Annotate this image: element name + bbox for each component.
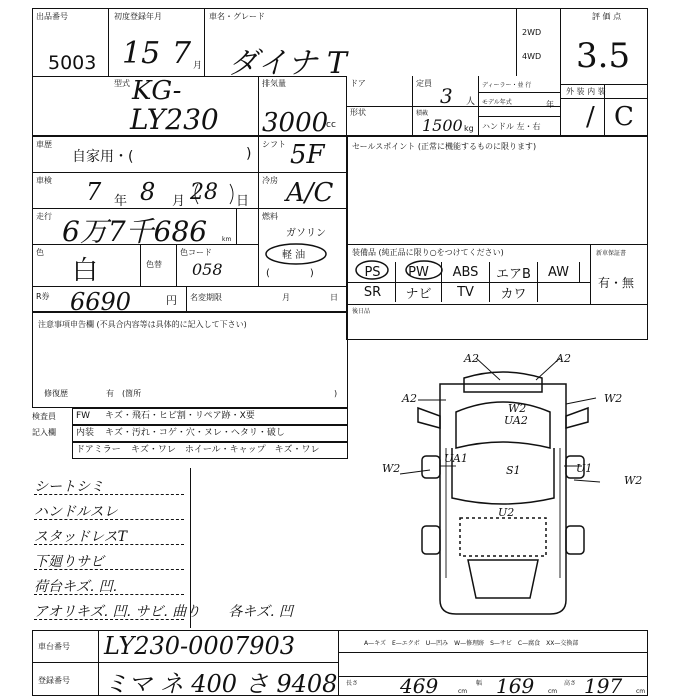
first-reg-month-unit: 月 [193, 61, 203, 71]
vehicle-diagram [360, 348, 650, 624]
equipment-equipment_row1-0: PS [350, 262, 396, 282]
damage-mark: A2 [402, 392, 417, 405]
inspection-month-unit: 月 [172, 194, 186, 209]
equipment-equipment_row1-3: エアB [490, 262, 538, 282]
note-line: アオリキズ. 凹. サビ. 曲り 各キズ. 凹 [34, 604, 293, 620]
height-value: 197 [584, 674, 623, 698]
ac-value: A/C [286, 178, 334, 208]
equipment-equipment_row1-2: ABS [442, 262, 490, 282]
dealer-parallel: ディーラー・並 行 [482, 82, 532, 89]
repair-place: (箇所 [122, 389, 142, 398]
handle-label: ハンドル 左・右 [482, 122, 541, 131]
check-row-text: キズ・飛石・ヒビ割・リペア跡・X要 [105, 411, 255, 421]
car-name-value: ダイナ T [228, 46, 347, 81]
inspection-label: 車検 [36, 176, 52, 185]
capacity-label: 定員 [416, 79, 432, 88]
color-label: 色 [36, 248, 44, 257]
damage-mark: U2 [498, 506, 515, 519]
height-label: 高さ [564, 680, 577, 687]
color-change-label: 色替 [146, 260, 162, 269]
damage-mark: U1 [576, 462, 593, 475]
color-code-label: 色コード [180, 248, 212, 257]
drive-2wd: 2WD [522, 28, 542, 37]
check-row [72, 425, 348, 442]
equipment-equipment_row2-3: カワ [490, 282, 538, 302]
capacity-unit: 人 [466, 97, 476, 107]
r-ticket-yen: 円 [166, 294, 177, 307]
inspection-day-unit: 日 [236, 194, 250, 209]
score-value: 3.5 [576, 36, 631, 76]
damage-mark: UA1 [444, 452, 468, 465]
inspection-year: 7 [86, 178, 102, 206]
note-line: ハンドルスレ [34, 504, 118, 520]
check-row [72, 408, 348, 425]
check-row-head: FW [76, 411, 91, 421]
usage-close: ) [246, 146, 252, 162]
model-code: LY230 [130, 103, 219, 136]
equipment-equipment_row2-1: ナビ [396, 282, 442, 302]
color-value: 白 [72, 256, 99, 286]
shift-label: シフト [262, 140, 286, 149]
width-unit: cm [548, 688, 558, 695]
check-row-head: ドアミラー [76, 445, 121, 455]
displacement-value: 3000 [262, 108, 329, 138]
damage-mark: W2 [382, 462, 401, 475]
int-grade: C [614, 102, 634, 132]
name-change-day: 日 [330, 293, 338, 302]
load-label: 積載 [416, 110, 429, 117]
reg-number-value: ミマ ネ 400 さ 9408 [104, 670, 338, 698]
inspection-month: 8 [140, 178, 156, 206]
usage-label: 車歴 [36, 140, 52, 149]
equipment-equipment_row2-0: SR [350, 282, 396, 302]
r-ticket-label: R券 [36, 292, 50, 301]
model-year-label: モデル年式 [482, 99, 512, 106]
ac-label: 冷房 [262, 176, 278, 185]
equipment-equipment_row2-2: TV [442, 282, 490, 302]
first-reg-month: 7 [172, 36, 192, 71]
width-label: 幅 [476, 680, 483, 687]
inspector-label: 検査員 [32, 412, 56, 421]
model-prefix: KG- [132, 76, 182, 106]
door-label: ドア [350, 79, 366, 88]
ext-int-label: 外 装 内 装 [566, 87, 606, 96]
shape-label: 形状 [350, 108, 366, 117]
repair-has: 有 [106, 389, 114, 398]
r-ticket-value: 6690 [70, 288, 132, 316]
equipment-equipment_row1-4: AW [538, 262, 580, 282]
name-change-label: 名変期限 [190, 293, 222, 302]
width-value: 169 [496, 674, 535, 698]
repair-history-label: 修復歴 [44, 389, 68, 398]
check-row-text: キズ・ワレ ホイール・キャップ キズ・ワレ [131, 445, 320, 455]
first-reg-label: 初度登録年月 [114, 12, 162, 21]
damage-mark: A2 [464, 352, 479, 365]
model-label: 型式 [114, 79, 130, 88]
check-row-head: 内装 [76, 428, 95, 438]
fuel-diesel: 軽 油 [282, 250, 306, 261]
damage-mark: S1 [506, 464, 521, 477]
score-label: 評 価 点 [592, 12, 622, 21]
warranty-value: 有・無 [598, 276, 635, 290]
damage-mark: W2 [624, 474, 643, 487]
height-unit: cm [636, 688, 646, 695]
note-line: シートシミ [34, 479, 104, 495]
notes-title: 注意事項申告欄 (不具合内容等は具体的に記入して下さい) [38, 320, 247, 329]
note-line: 荷台キズ. 凹. [34, 579, 118, 595]
entry-col-label: 記入欄 [32, 428, 56, 437]
fuel-gasoline: ガソリン [286, 228, 326, 239]
mileage-value: 6万7千686 [62, 215, 208, 248]
repair-close: ) [334, 389, 338, 398]
warranty-label: 新車保証書 [596, 250, 627, 257]
post-sale-label: 後日品 [352, 308, 371, 315]
fuel-label: 燃料 [262, 212, 278, 221]
note-line: スタッドレスT [34, 529, 127, 545]
lot-number-value: 5003 [48, 52, 97, 74]
first-reg-year: 15 [122, 36, 161, 71]
chassis-label: 車台番号 [38, 642, 70, 651]
equipment-header: 装備品 (純正品に限り○をつけてください) [352, 248, 504, 257]
check-row [72, 442, 348, 459]
fuel-paren: ( ) [266, 268, 314, 279]
inspection-year-unit: 年 [114, 194, 128, 209]
legend-text: A—キズ E—エクボ U—凹み W—修理跡 S—サビ C—腐食 XX—交換部 [364, 640, 579, 647]
capacity-value: 3 [440, 84, 453, 108]
check-row-text: キズ・汚れ・コゲ・穴・ヌレ・ヘタリ・破し [105, 428, 285, 438]
damage-mark: W2 [508, 402, 527, 415]
displacement-label: 排気量 [262, 79, 286, 88]
car-name-label: 車名・グレード [209, 12, 265, 21]
load-unit: kg [464, 124, 474, 133]
inspection-day: 28 [190, 180, 218, 205]
name-change-month: 月 [282, 293, 290, 302]
load-value: 1500 [422, 116, 463, 135]
lot-number-label: 出品番号 [36, 12, 68, 21]
length-value: 469 [400, 674, 439, 698]
damage-mark: W2 [604, 392, 623, 405]
reg-number-label: 登録番号 [38, 676, 70, 685]
damage-mark: A2 [556, 352, 571, 365]
chassis-value: LY230-0007903 [104, 632, 296, 660]
model-year-unit: 年 [546, 100, 554, 109]
damage-mark: UA2 [504, 414, 528, 427]
drive-4wd: 4WD [522, 52, 542, 61]
length-label: 長さ [346, 680, 359, 687]
sales-point-label: セールスポイント (正常に機能するものに限ります) [352, 142, 537, 151]
displacement-unit: cc [326, 120, 336, 130]
length-unit: cm [458, 688, 468, 695]
color-code-value: 058 [192, 260, 223, 279]
mileage-km: km [222, 236, 232, 243]
shift-value: 5F [290, 140, 325, 170]
equipment-equipment_row1-1: PW [396, 262, 442, 282]
ext-grade: / [586, 102, 595, 132]
usage-value: 自家用・( [72, 149, 134, 165]
mileage-label: 走行 [36, 212, 52, 221]
note-line: 下廻りサビ [34, 554, 104, 570]
